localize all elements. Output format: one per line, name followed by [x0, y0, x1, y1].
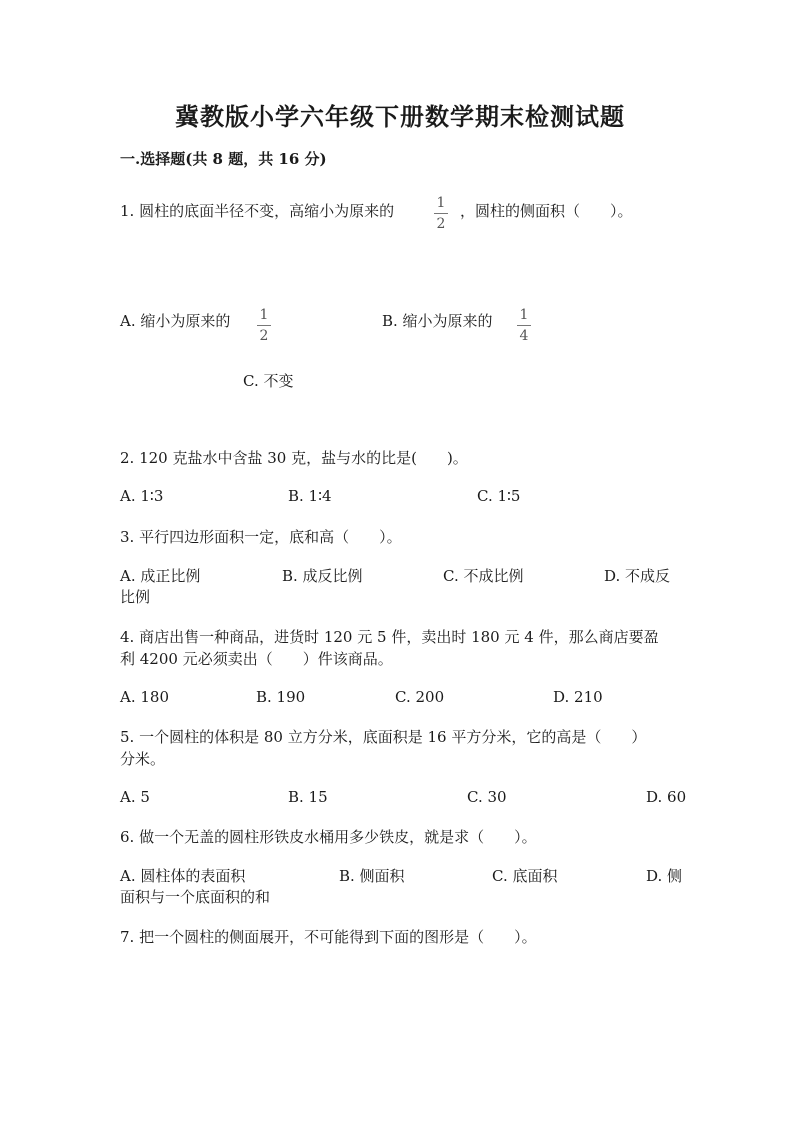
question-1-text-end: ，圆柱的侧面积（ ）。 — [460, 202, 633, 220]
fraction-denominator: 4 — [519, 328, 529, 344]
fraction-denominator: 2 — [436, 216, 446, 232]
fraction-numerator: 1 — [519, 307, 529, 323]
question-2-option-a[interactable]: A. 1∶3 — [120, 487, 164, 505]
option-b-fraction — [517, 307, 531, 344]
question-4-text-line-2: 利 4200 元必须卖出（ ）件该商品。 — [120, 650, 393, 668]
section-heading: 一.选择题(共 8 题，共 16 分) — [120, 150, 327, 168]
question-5-option-a[interactable]: A. 5 — [120, 788, 150, 806]
question-2-option-c[interactable]: C. 1∶5 — [477, 487, 521, 505]
fraction-numerator: 1 — [259, 307, 269, 323]
question-2-option-b[interactable]: B. 1∶4 — [288, 487, 332, 505]
question-5-text-line-1: 5. 一个圆柱的体积是 80 立方分米，底面积是 16 平方分米，它的高是（ ） — [120, 728, 647, 746]
question-4-option-a[interactable]: A. 180 — [120, 688, 169, 706]
question-2-text: 2. 120 克盐水中含盐 30 克，盐与水的比是( )。 — [120, 449, 468, 467]
question-6-option-b[interactable]: B. 侧面积 — [339, 867, 405, 885]
fraction-bar — [257, 325, 271, 326]
question-6-option-d-wrap: 面积与一个底面积的和 — [120, 888, 271, 906]
question-3-option-d-wrap: 比例 — [120, 588, 151, 606]
question-4-option-c[interactable]: C. 200 — [395, 688, 445, 706]
option-a-fraction — [257, 307, 271, 344]
question-1-text-start: 1. 圆柱的底面半径不变，高缩小为原来的 — [120, 202, 395, 220]
question-3-text: 3. 平行四边形面积一定，底和高（ ）。 — [120, 528, 402, 546]
question-4-option-d[interactable]: D. 210 — [553, 688, 603, 706]
question-5-option-d[interactable]: D. 60 — [646, 788, 687, 806]
fraction-bar — [517, 325, 531, 326]
question-4-text-line-1: 4. 商店出售一种商品，进货时 120 元 5 件，卖出时 180 元 4 件，那么商店要盈 — [120, 628, 659, 646]
question-7-text: 7. 把一个圆柱的侧面展开，不可能得到下面的图形是（ ）。 — [120, 928, 537, 946]
question-1-fraction — [434, 195, 448, 232]
question-3-option-b[interactable]: B. 成反比例 — [282, 567, 363, 585]
question-3-option-c[interactable]: C. 不成比例 — [443, 567, 524, 585]
question-6-option-a[interactable]: A. 圆柱体的表面积 — [120, 867, 246, 885]
question-3-option-a[interactable]: A. 成正比例 — [120, 567, 201, 585]
fraction-denominator: 2 — [259, 328, 269, 344]
fraction-numerator: 1 — [436, 195, 446, 211]
question-6-text: 6. 做一个无盖的圆柱形铁皮水桶用多少铁皮，就是求（ ）。 — [120, 828, 537, 846]
question-5-text-line-2: 分米。 — [120, 750, 166, 768]
question-6-option-d[interactable]: D. 侧 — [646, 867, 683, 885]
question-6-option-c[interactable]: C. 底面积 — [492, 867, 558, 885]
question-3-option-d[interactable]: D. 不成反 — [604, 567, 671, 585]
question-1-option-c[interactable]: C. 不变 — [243, 372, 294, 390]
page-title: 冀教版小学六年级下册数学期末检测试题 — [175, 102, 625, 131]
question-5-option-b[interactable]: B. 15 — [288, 788, 328, 806]
fraction-bar — [434, 213, 448, 214]
question-1-option-a[interactable]: A. 缩小为原来的 — [120, 312, 231, 330]
question-4-option-b[interactable]: B. 190 — [256, 688, 306, 706]
question-5-option-c[interactable]: C. 30 — [467, 788, 507, 806]
question-1-option-b[interactable]: B. 缩小为原来的 — [382, 312, 493, 330]
